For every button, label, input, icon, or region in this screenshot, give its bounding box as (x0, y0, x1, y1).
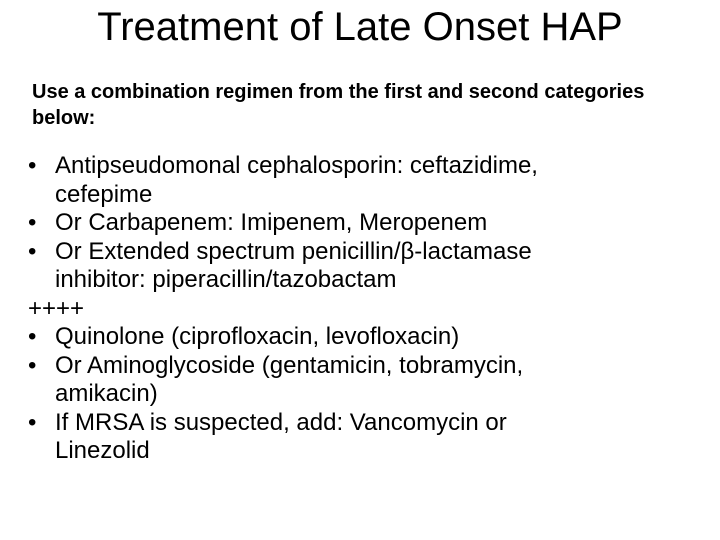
bullet-icon: • (28, 237, 37, 265)
list-item (28, 238, 708, 295)
list-item-line: Or Extended spectrum penicillin/β-lactamase (55, 237, 532, 265)
category-separator: ++++ (28, 294, 85, 322)
list-item-line: inhibitor: piperacillin/tazobactam (55, 266, 397, 293)
list-item (28, 209, 708, 238)
list-item-line: Linezolid (55, 437, 150, 464)
list-item-line: If MRSA is suspected, add: Vancomycin or (55, 408, 507, 436)
list-item-line: Antipseudomonal cephalosporin: ceftazidime, (55, 152, 538, 179)
list-item (28, 352, 708, 409)
list-item (28, 409, 708, 466)
list-item (28, 323, 708, 352)
bullet-icon: • (28, 351, 37, 379)
list-item-line: cefepime (55, 180, 153, 208)
list-item-line: Quinolone (ciprofloxacin, levofloxacin) (55, 323, 460, 350)
bullet-icon: • (28, 209, 37, 236)
bullet-icon: • (28, 152, 37, 179)
bullet-icon: • (28, 408, 37, 436)
regimen-list (28, 152, 708, 466)
bullet-icon: • (28, 323, 37, 350)
list-item-line: Or Carbapenem: Imipenem, Meropenem (55, 209, 488, 236)
list-item-line: amikacin) (55, 380, 158, 407)
slide-title: Treatment of Late Onset HAP (97, 5, 623, 49)
intro-text: Use a combination regimen from the first and second categories below: (32, 81, 645, 129)
list-item (28, 152, 708, 209)
list-item-line: Or Aminoglycoside (gentamicin, tobramycin, (55, 351, 524, 379)
